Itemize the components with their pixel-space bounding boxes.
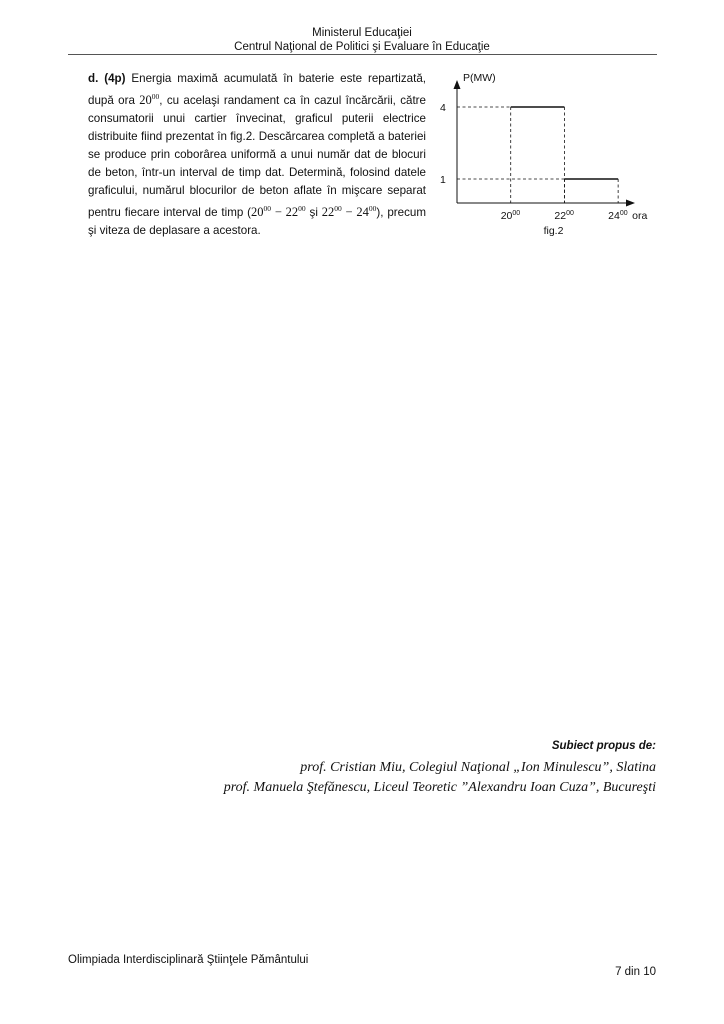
problem-text bbox=[88, 70, 426, 240]
page-number: 7 din 10 bbox=[615, 966, 656, 978]
start-time: $20^{00}$ bbox=[139, 92, 160, 108]
power-chart bbox=[430, 70, 660, 260]
footer-olympiad: Olimpiada Interdisciplinară Ştiinţele Pământului bbox=[68, 954, 309, 966]
interval-1: $20^{00} - 22^{00}$ bbox=[251, 204, 306, 220]
y-tick-0: 1 bbox=[440, 174, 446, 186]
signature-block bbox=[224, 740, 656, 798]
x-axis-arrow bbox=[626, 200, 635, 207]
header-center: Centrul Naţional de Politici şi Evaluare în Educaţie bbox=[234, 41, 490, 53]
signature-title: Subiect propus de: bbox=[551, 740, 656, 752]
y-tick-1: 4 bbox=[440, 102, 446, 114]
problem-text-2: , cu acelaşi randament ca în cazul încărcării, către consumatorii unui cartier învecinat, graficul puterii electrice distribuite fiind prezentat în fig.2. Descărcarea completă a bateriei se produce prin coborârea uniformă a unui număr dat de blocuri de beton, într-un interval de timp dat. Determină, folosind datele graficului, numărul blocurilor de beton aflate în mişcare separat pentru fiecare interval de timp ( bbox=[88, 94, 426, 220]
problem-text-1: Energia maximă acumulată în baterie este repartizată, după ora bbox=[88, 72, 426, 108]
x-axis-label: ora bbox=[632, 210, 648, 222]
problem-and: şi bbox=[305, 206, 322, 220]
y-axis-label: P(MW) bbox=[463, 72, 496, 84]
y-axis-arrow bbox=[454, 80, 461, 89]
figure-caption: fig.2 bbox=[543, 225, 564, 237]
problem-text-3: ), precum şi viteza de deplasare a acestora. bbox=[88, 206, 426, 238]
x-tick-2: $24^{00}$ bbox=[608, 210, 628, 222]
power-chart-svg bbox=[430, 70, 660, 260]
problem-label: d. (4p) bbox=[88, 72, 126, 85]
header-ministry: Ministerul Educaţiei bbox=[312, 27, 412, 39]
page-header bbox=[0, 26, 724, 54]
x-tick-1: $22^{00}$ bbox=[554, 210, 574, 222]
interval-2: $22^{00} - 24^{00}$ bbox=[321, 204, 377, 220]
x-tick-0: $20^{00}$ bbox=[500, 210, 521, 222]
author-2: prof. Manuela Ştefănescu, Liceul Teoretic ”Alexandru Ioan Cuza”, Bucureşti bbox=[223, 780, 656, 795]
author-1: prof. Cristian Miu, Colegiul Naţional „Ion Minulescu”, Slatina bbox=[300, 760, 656, 775]
header-divider bbox=[68, 54, 657, 55]
